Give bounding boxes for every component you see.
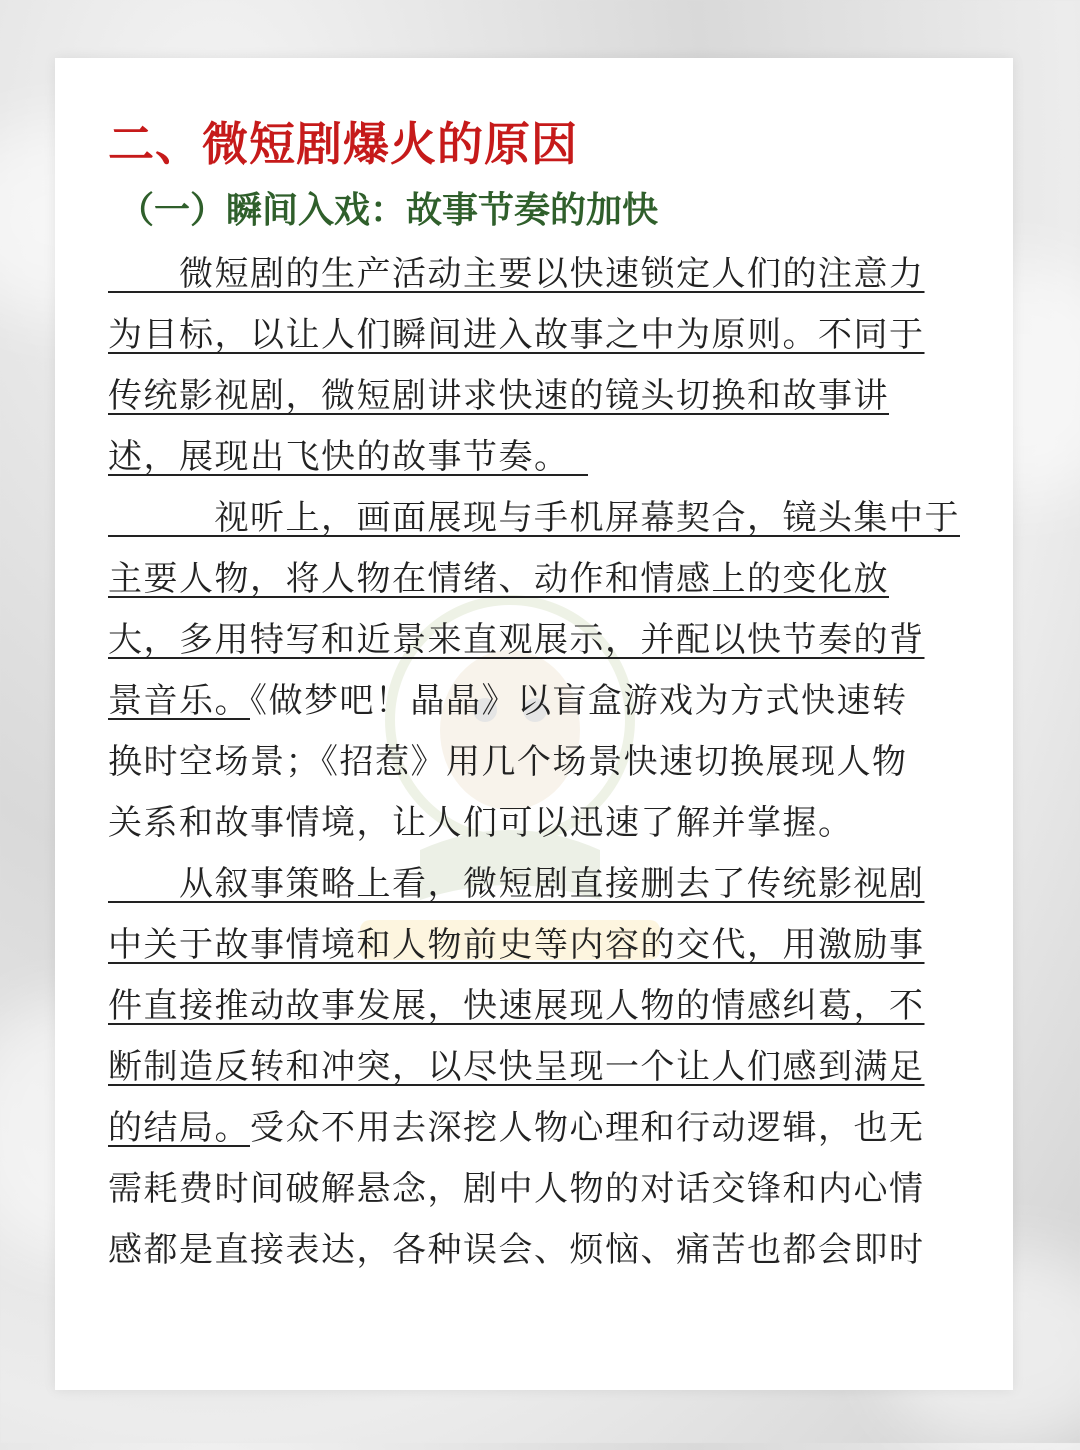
underlined-text: 从叙事策略上看，微短剧直接删去了传统影视剧 (108, 864, 925, 904)
underlined-text: 断制造反转和冲突，以尽快呈现一个让人们感到满足 (108, 1047, 925, 1087)
plain-text: 关系和故事情境，让人们可以迅速了解并掌握。 (108, 803, 854, 843)
underlined-text: 述，展现出飞快的故事节奏。 (108, 437, 588, 477)
paragraph-line (108, 374, 950, 418)
paragraph-line (108, 313, 950, 357)
paragraph-line (108, 923, 950, 967)
underlined-text: 传统影视剧，微短剧讲求快速的镜头切换和故事讲 (108, 376, 889, 416)
plain-text: 受众不用去深挖人物心理和行动逻辑，也无 (250, 1108, 925, 1148)
paragraph-line (108, 1106, 950, 1150)
underlined-text: 中关于故事情境和人物前史等内容的交代，用激励事 (108, 925, 925, 965)
paragraph-line (108, 1228, 950, 1272)
paragraph-line (108, 252, 950, 296)
paragraph-line (108, 618, 950, 662)
subsection-heading: （一）瞬间入戏：故事节奏的加快 (118, 189, 659, 231)
paragraph-line (108, 496, 960, 540)
paragraph-line (108, 557, 950, 601)
plain-text: 需耗费时间破解悬念，剧中人物的对话交锋和内心情 (108, 1169, 925, 1209)
underlined-text: 视听上，画面展现与手机屏幕契合，镜头集中于 (108, 498, 960, 538)
section-heading: 二、微短剧爆火的原因 (108, 117, 578, 171)
plain-text: 感都是直接表达，各种误会、烦恼、痛苦也都会即时 (108, 1230, 925, 1270)
plain-text: 《做梦吧！晶晶》以盲盒游戏为方式快速转 (250, 681, 908, 721)
paragraph-line (108, 435, 950, 479)
paragraph-line (108, 984, 950, 1028)
paragraph-line (108, 1167, 950, 1211)
underlined-text: 的结局。 (108, 1108, 250, 1148)
underlined-text: 微短剧的生产活动主要以快速锁定人们的注意力 (108, 254, 925, 294)
underlined-text: 主要人物，将人物在情绪、动作和情感上的变化放 (108, 559, 889, 599)
plain-text: 换时空场景；《招惹》用几个场景快速切换展现人物 (108, 742, 908, 782)
paragraph-line (108, 801, 950, 845)
underlined-text: 为目标，以让人们瞬间进入故事之中为原则。不同于 (108, 315, 925, 355)
paragraph-line (108, 740, 950, 784)
paragraph-line (108, 679, 950, 723)
underlined-text: 景音乐。 (108, 681, 250, 721)
paragraph-line (108, 862, 950, 906)
paragraph-line (108, 1045, 950, 1089)
underlined-text: 大，多用特写和近景来直观展示，并配以快节奏的背 (108, 620, 925, 660)
underlined-text: 件直接推动故事发展，快速展现人物的情感纠葛，不 (108, 986, 925, 1026)
